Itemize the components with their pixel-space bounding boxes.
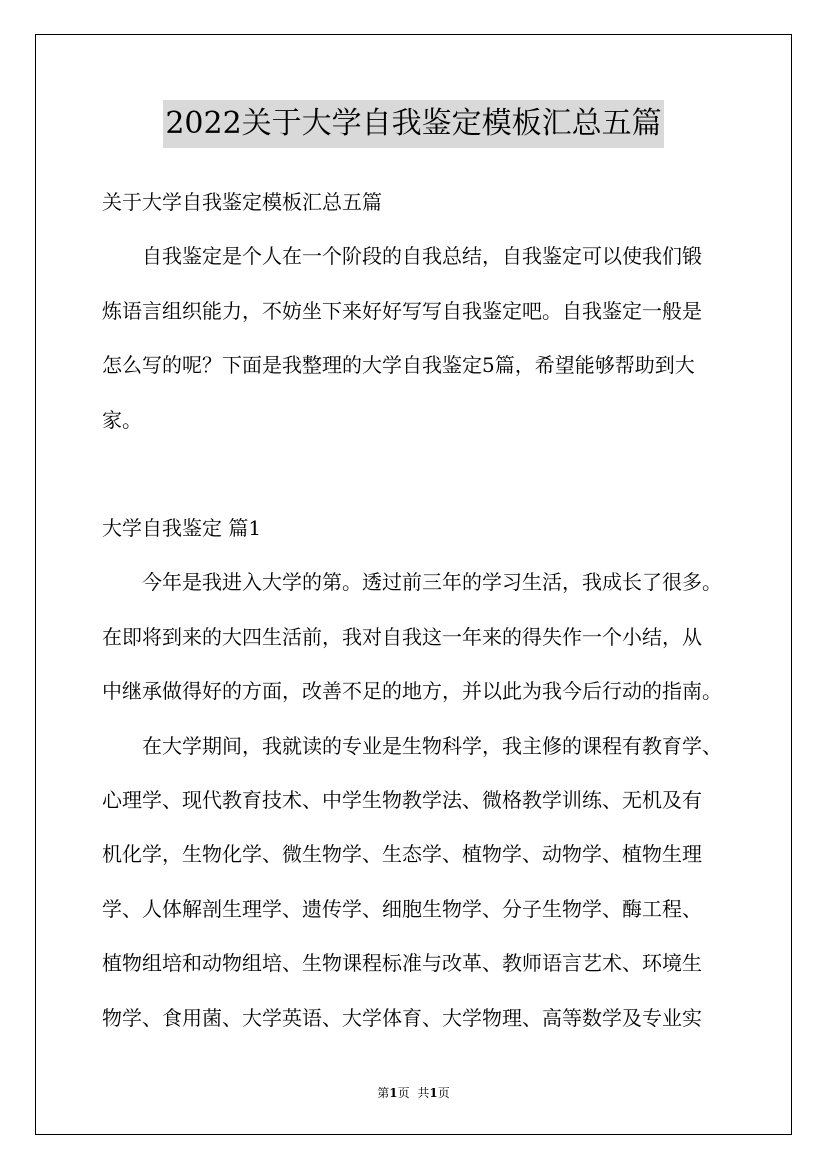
document-title: 2022关于大学自我鉴定模板汇总五篇 — [163, 100, 663, 148]
footer-total-pages: 1 — [429, 1086, 438, 1100]
footer-page-suffix: 页 — [397, 1086, 410, 1100]
intro-line: 炼语言组织能力，不妨坐下来好好写写自我鉴定吧。自我鉴定一般是 — [102, 298, 702, 323]
document-subtitle: 关于大学自我鉴定模板汇总五篇 — [102, 190, 382, 214]
document-body — [102, 175, 742, 1045]
intro-line: 自我鉴定是个人在一个阶段的自我总结，自我鉴定可以使我们锻 — [142, 244, 702, 269]
paragraph-line: 机化学，生物化学、微生物学、生态学、植物学、动物学、植物生理 — [102, 842, 702, 867]
footer-total-suffix: 页 — [437, 1086, 450, 1100]
section-heading: 大学自我鉴定 篇1 — [102, 516, 262, 541]
footer-prefix: 第 — [377, 1086, 390, 1100]
footer-page-number: 1 — [389, 1086, 398, 1100]
paragraph-line: 植物组培和动物组培、生物课程标准与改革、教师语言艺术、环境生 — [102, 951, 702, 976]
title-wrap — [0, 100, 827, 148]
paragraph-line: 心理学、现代教育技术、中学生物教学法、微格教学训练、无机及有 — [102, 788, 702, 813]
intro-line: 家。 — [102, 407, 142, 432]
paragraph-line: 物学、食用菌、大学英语、大学体育、大学物理、高等数学及专业实 — [102, 1005, 702, 1030]
paragraph-line: 今年是我进入大学的第。透过前三年的学习生活，我成长了很多。 — [142, 570, 722, 595]
page-footer — [0, 1084, 827, 1101]
paragraph-line: 在即将到来的大四生活前，我对自我这一年来的得失作一个小结，从 — [102, 624, 702, 649]
paragraph-line: 学、人体解剖生理学、遗传学、细胞生物学、分子生物学、酶工程、 — [102, 896, 702, 921]
paragraph-line: 中继承做得好的方面，改善不足的地方，并以此为我今后行动的指南。 — [102, 679, 722, 704]
spacer — [102, 447, 742, 501]
paragraph-line: 在大学期间，我就读的专业是生物科学，我主修的课程有教育学、 — [142, 733, 722, 758]
intro-line: 怎么写的呢？下面是我整理的大学自我鉴定5篇，希望能够帮助到大 — [102, 353, 695, 378]
footer-total-prefix: 共 — [417, 1086, 430, 1100]
